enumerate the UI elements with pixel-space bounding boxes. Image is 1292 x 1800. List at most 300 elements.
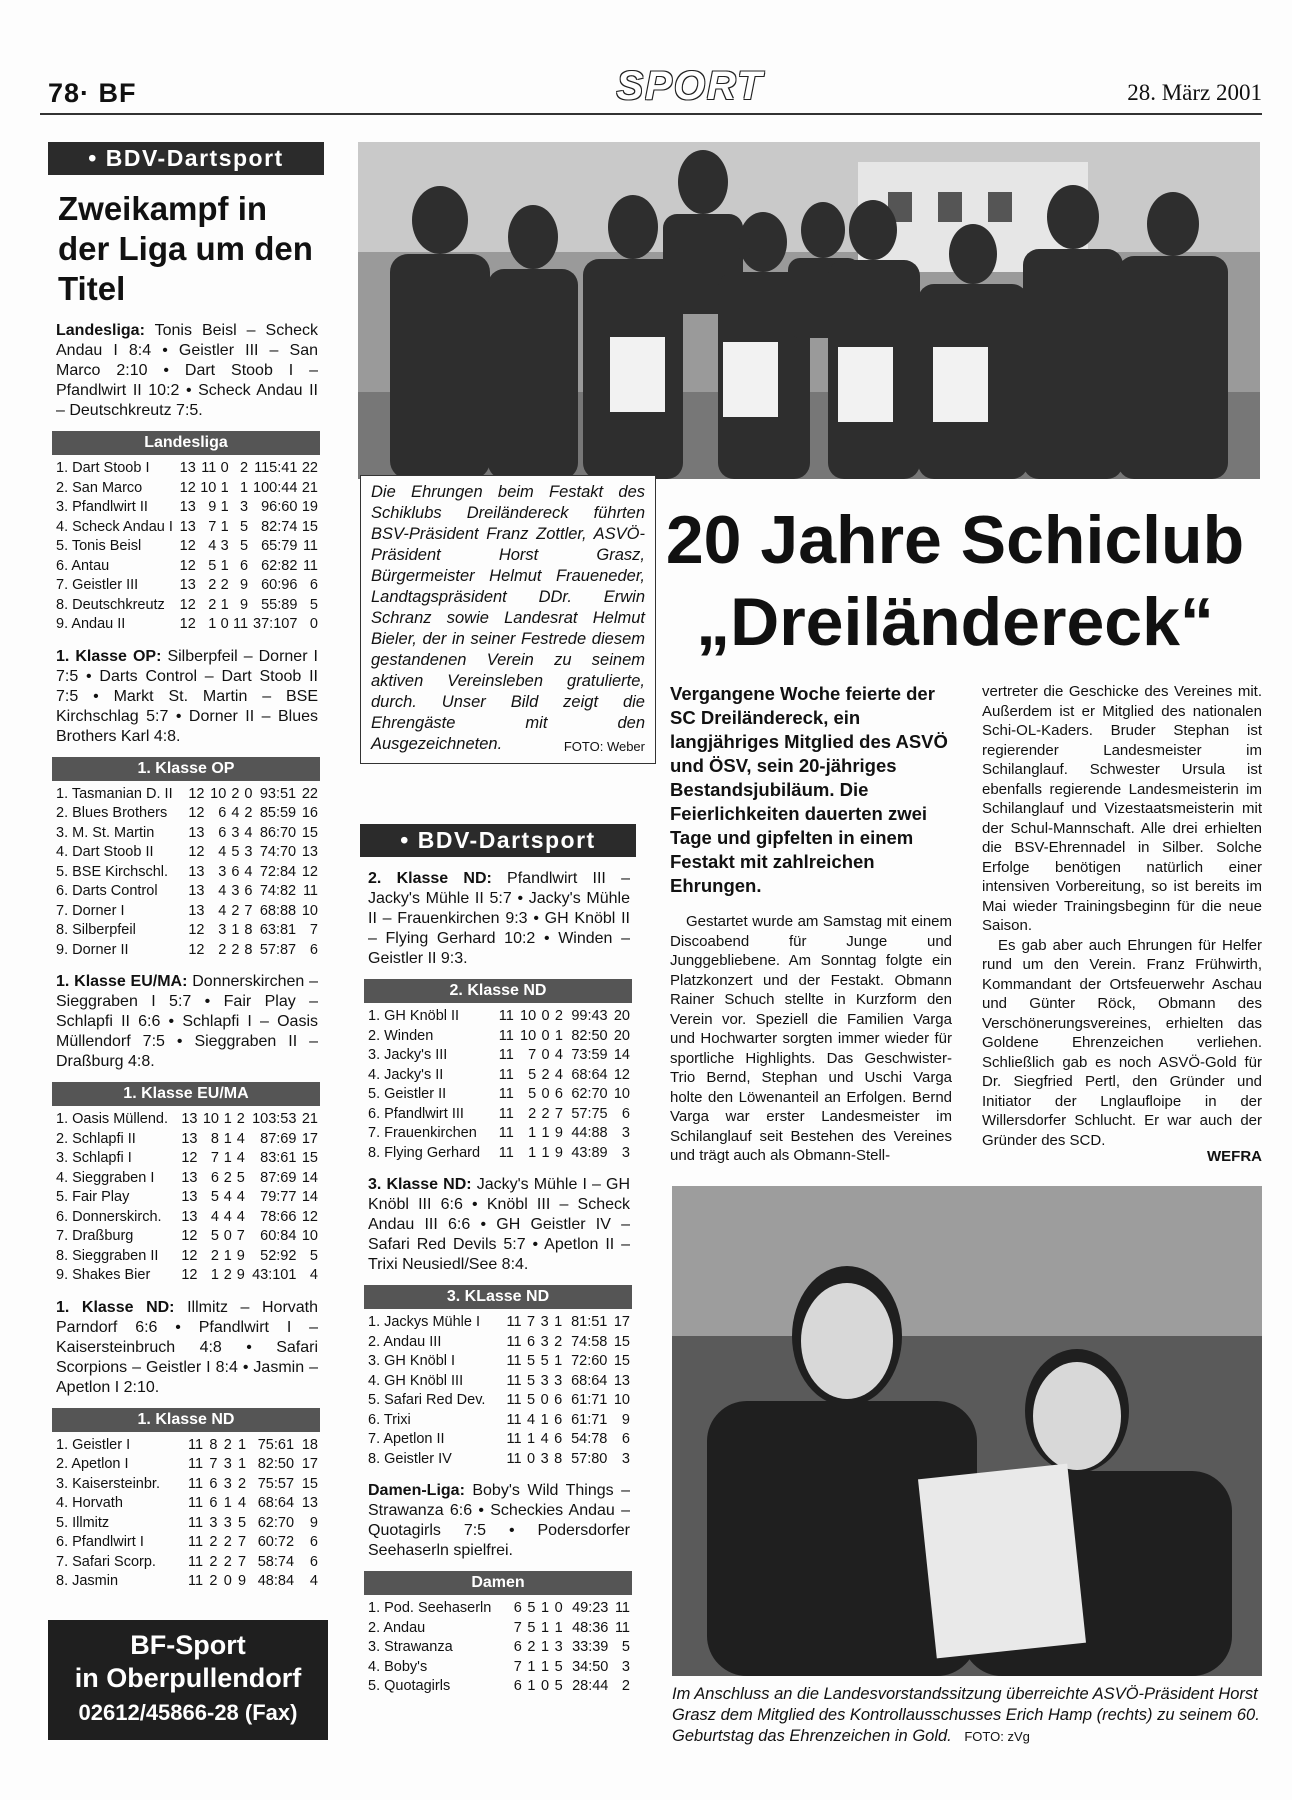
table-row — [366, 1677, 632, 1697]
stat-cell: 6 — [554, 1431, 563, 1447]
stat-cell: 6 — [218, 805, 227, 821]
stat-cell: 12 — [188, 844, 205, 860]
table-row — [366, 1450, 632, 1470]
stat-cell: 83:61 — [260, 1150, 297, 1166]
stat-cell: 2 — [218, 941, 227, 958]
stat-cell: 1 — [208, 616, 217, 632]
article-author: WEFRA — [1207, 1148, 1262, 1165]
stat-cell: 7 — [210, 1150, 219, 1166]
award-caption-credit: FOTO: zVg — [964, 1729, 1030, 1744]
stat-cell: 5 — [527, 1600, 536, 1616]
issue-date: 28. März 2001 — [1127, 80, 1262, 105]
team-name-cell: 7. Dorner I — [56, 902, 125, 919]
stat-cell: 11 — [302, 883, 318, 899]
stat-cell: 100:44 — [253, 479, 298, 496]
stat-cell: 7 — [554, 1105, 563, 1122]
team-name-cell: 2. Andau — [368, 1619, 426, 1636]
stat-cell: 10 — [210, 785, 227, 802]
stat-cell: 2 — [554, 1008, 563, 1024]
stat-cell: 3 — [554, 1639, 563, 1655]
stat-cell: 4 — [540, 1431, 549, 1447]
team-name-cell: 7. Geistler III — [56, 577, 139, 593]
stat-cell: 2 — [223, 1534, 232, 1550]
stat-cell: 8 — [244, 941, 253, 958]
nd3-paragraph: 3. Klasse ND: Jacky's Mühle I – GH Knöbl III 6:6 • Knöbl III – Scheck Andau III 6:6 • GH Geistler IV – Safari Red Devils 5:7 • Apetlon II – Trixi Neusiedl/See 8:4. — [368, 1176, 630, 1273]
stat-cell: 60:84 — [260, 1228, 297, 1244]
team-name-cell: 5. BSE Kirchschl. — [56, 863, 169, 880]
stat-cell: 6 — [309, 941, 318, 958]
stat-cell: 61:71 — [571, 1411, 608, 1428]
team-name-cell: 7. Draßburg — [56, 1228, 134, 1244]
table-row — [54, 1266, 320, 1286]
team-name-cell: 1. Jackys Mühle I — [368, 1314, 481, 1330]
stat-cell: 0 — [223, 1228, 232, 1244]
table-row — [366, 1124, 632, 1144]
stat-cell: 15 — [301, 1150, 318, 1166]
stat-cell: 21 — [301, 479, 318, 496]
stat-cell: 1 — [238, 1436, 247, 1453]
stat-cell: 6 — [554, 1392, 563, 1408]
stat-cell: 17 — [613, 1314, 630, 1330]
team-name-cell: 3. Pfandlwirt II — [56, 499, 148, 515]
stat-cell: 14 — [301, 1189, 318, 1205]
team-name-cell: 9. Andau II — [56, 616, 126, 632]
stat-cell: 7 — [527, 1314, 536, 1330]
stat-cell: 3 — [220, 538, 229, 554]
stat-cell: 9 — [240, 577, 249, 593]
stat-cell: 75:61 — [257, 1436, 295, 1453]
award-photo — [672, 1186, 1262, 1676]
stat-cell: 4 — [218, 883, 227, 899]
table-row — [54, 596, 320, 616]
stat-cell: 3 — [554, 1372, 563, 1389]
stat-cell: 57:80 — [571, 1450, 608, 1467]
stat-cell: 7 — [238, 1534, 247, 1550]
stat-cell: 1 — [527, 1431, 536, 1447]
team-name-cell: 4. Dart Stoob II — [56, 844, 154, 860]
stat-cell: 4 — [223, 1189, 232, 1205]
stat-cell: 17 — [301, 1130, 318, 1147]
stat-cell: 0 — [223, 1573, 232, 1589]
stat-cell: 5 — [210, 1189, 219, 1205]
stat-cell: 10 — [301, 1228, 318, 1244]
stat-cell: 3 — [218, 863, 227, 880]
stat-cell: 43:89 — [571, 1144, 608, 1161]
stat-cell: 6 — [527, 1333, 536, 1350]
team-name-cell: 4. GH Knöbl III — [368, 1372, 464, 1389]
team-name-cell: 5. Safari Red Dev. — [368, 1392, 486, 1408]
stat-cell: 1 — [220, 479, 229, 496]
stat-cell: 11 — [614, 1600, 630, 1616]
stat-cell: 11 — [498, 1086, 514, 1102]
stat-cell: 11 — [201, 460, 217, 476]
table-row — [54, 902, 320, 922]
damen-table — [366, 1599, 632, 1697]
stat-cell: 9 — [554, 1144, 563, 1161]
stat-cell: 12 — [613, 1066, 630, 1083]
stat-cell: 12 — [179, 479, 196, 496]
table-row — [54, 1247, 320, 1267]
table-row — [54, 824, 320, 844]
stat-cell: 4 — [231, 805, 240, 821]
stat-cell: 48:36 — [572, 1619, 609, 1636]
team-name-cell: 4. Jacky's II — [368, 1066, 444, 1083]
stat-cell: 87:69 — [260, 1130, 297, 1147]
stat-cell: 2 — [621, 1678, 630, 1694]
stat-cell: 3 — [540, 1314, 549, 1330]
team-name-cell: 8. Flying Gerhard — [368, 1144, 481, 1161]
stat-cell: 2 — [231, 941, 240, 958]
stat-cell: 6 — [621, 1431, 630, 1447]
stat-cell: 3 — [231, 883, 240, 899]
stat-cell: 6 — [309, 1534, 318, 1550]
stat-cell: 6 — [210, 1169, 219, 1186]
stat-cell: 1 — [554, 1314, 563, 1330]
table-row — [54, 1110, 320, 1130]
stat-cell: 13 — [179, 499, 196, 515]
eu-paragraph: 1. Klasse EU/MA: Donnerskirchen – Sieggraben I 5:7 • Fair Play – Schlapfi II 6:6 • Schlapfi I – Oasis Müllendorf 7:5 • Sieggraben II – Draßburg 4:8. — [56, 973, 318, 1070]
stat-cell: 0 — [541, 1047, 550, 1063]
stat-cell: 4 — [210, 1208, 219, 1225]
team-name-cell: 1. GH Knöbl II — [368, 1008, 460, 1024]
stat-cell: 13 — [188, 824, 205, 841]
table-row — [54, 921, 320, 941]
table-row — [54, 863, 320, 883]
caption-text: Die Ehrungen beim Festakt des Schiklubs Dreiländereck führten BSV-Präsident Franz Zottler, ASVÖ-Präsident Horst Grasz, Bürgermeister Helmut Fraueneder, Landtagspräsident DDr. Erwin Schranz sowie Landesrat Helmut Bieler, der in seiner Festrede diesem gestandenen Verein zu seinem aktiven Vereinsleben gratulierte, durch. Unser Bild zeigt die Ehrengäste mit den Ausgezeichneten. — [371, 483, 645, 753]
stat-cell: 4 — [309, 1267, 318, 1283]
table-row — [54, 843, 320, 863]
team-name-cell: 5. Tonis Beisl — [56, 538, 142, 554]
stat-cell: 13 — [301, 844, 318, 860]
stat-cell: 10 — [613, 1392, 630, 1408]
stat-cell: 68:64 — [571, 1066, 608, 1083]
stat-cell: 11 — [506, 1431, 522, 1447]
stat-cell: 5 — [231, 844, 240, 860]
stat-cell: 8 — [244, 922, 253, 938]
stat-cell: 72:84 — [259, 863, 297, 880]
stat-cell: 49:23 — [572, 1600, 609, 1616]
stat-cell: 37:107 — [253, 616, 298, 632]
stat-cell: 1 — [541, 1658, 550, 1675]
stat-cell: 63:81 — [259, 922, 297, 938]
article-column-b — [982, 682, 1262, 1165]
stat-cell: 7 — [309, 922, 318, 938]
stat-cell: 9 — [309, 1514, 318, 1531]
stat-cell: 7 — [236, 1228, 245, 1244]
ad-line-2: in Oberpullendorf — [74, 1663, 302, 1693]
table-row — [54, 1455, 320, 1475]
section-title: SPORT — [616, 64, 764, 108]
landesliga-title: Landesliga — [52, 431, 320, 455]
table-row — [54, 1227, 320, 1247]
klasse-eu-table — [54, 1110, 320, 1286]
stat-cell: 11 — [187, 1436, 204, 1453]
stat-cell: 44:88 — [571, 1125, 608, 1141]
stat-cell: 6 — [209, 1495, 218, 1511]
stat-cell: 9 — [554, 1125, 563, 1141]
team-name-cell: 3. Jacky's III — [368, 1047, 448, 1063]
stat-cell: 5 — [527, 1353, 536, 1369]
table-row — [54, 1436, 320, 1456]
stat-cell: 2 — [210, 1247, 219, 1264]
stat-cell: 2 — [238, 1475, 247, 1492]
table-row — [54, 479, 320, 499]
stat-cell: 3 — [240, 499, 249, 515]
team-name-cell: 2. San Marco — [56, 479, 143, 496]
stat-cell: 21 — [301, 1111, 318, 1127]
stat-cell: 62:70 — [257, 1514, 295, 1531]
team-name-cell: 3. M. St. Martin — [56, 824, 155, 841]
stat-cell: 93:51 — [259, 785, 297, 802]
stat-cell: 2 — [209, 1573, 218, 1589]
article-column-a — [670, 682, 952, 1166]
stat-cell: 0 — [541, 1678, 550, 1694]
left-headline: Zweikampf in der Liga um den Titel — [58, 190, 313, 307]
stat-cell: 4 — [236, 1208, 245, 1225]
stat-cell: 4 — [208, 538, 217, 554]
stat-cell: 12 — [188, 922, 205, 938]
middle-section-bar: • BDV-Dartsport — [360, 824, 636, 857]
stat-cell: 6 — [244, 883, 253, 899]
stat-cell: 13 — [179, 577, 196, 593]
stat-cell: 2 — [240, 460, 249, 476]
stat-cell: 13 — [181, 1208, 198, 1225]
table-row — [54, 498, 320, 518]
table-row — [54, 1130, 320, 1150]
team-name-cell: 2. Apetlon I — [56, 1456, 129, 1472]
stat-cell: 5 — [554, 1678, 563, 1694]
stat-cell: 6 — [513, 1678, 522, 1694]
team-name-cell: 1. Tasmanian D. II — [56, 785, 173, 802]
op-paragraph: 1. Klasse OP: Silberpfeil – Dorner I 7:5 • Darts Control – Dart Stoob II 7:5 • Markt St. Martin – BSE Kirchschlag 5:7 • Dorner II – Blues Brothers Karl 4:8. — [56, 647, 318, 745]
stat-cell: 2 — [541, 1105, 550, 1122]
stat-cell: 5 — [309, 1247, 318, 1264]
stat-cell: 5 — [240, 538, 249, 554]
stat-cell: 72:60 — [571, 1353, 608, 1369]
stat-cell: 1 — [220, 557, 229, 574]
stat-cell: 9 — [238, 1573, 247, 1589]
stat-cell: 1 — [223, 1150, 232, 1166]
stat-cell: 86:70 — [259, 824, 297, 841]
stat-cell: 4 — [236, 1189, 245, 1205]
stat-cell: 0 — [554, 1600, 563, 1616]
team-name-cell: 6. Darts Control — [56, 883, 158, 899]
stat-cell: 13 — [301, 1495, 318, 1511]
award-photo-caption — [672, 1684, 1262, 1747]
stat-cell: 12 — [188, 785, 205, 802]
stat-cell: 11 — [187, 1534, 204, 1550]
stat-cell: 0 — [220, 616, 229, 632]
stat-cell: 4 — [244, 863, 253, 880]
stat-cell: 2 — [554, 1333, 563, 1350]
stat-cell: 11 — [187, 1475, 204, 1492]
stat-cell: 9 — [240, 596, 249, 613]
stat-cell: 2 — [209, 1534, 218, 1550]
damen-title: Damen — [364, 1571, 632, 1595]
stat-cell: 11 — [506, 1392, 522, 1408]
stat-cell: 20 — [613, 1008, 630, 1024]
main-headline-line-1: 20 Jahre Schiclub — [665, 502, 1245, 578]
nd2-paragraph: 2. Klasse ND: Pfandlwirt III – Jacky's Mühle II 5:7 • Jacky's Mühle II – Frauenkirchen 9:3 • GH Knöbl II – Flying Gerhard 10:2 • Winden – Geistler II 9:3. — [368, 870, 630, 967]
table-row — [54, 518, 320, 538]
stat-cell: 12 — [179, 616, 196, 632]
stat-cell: 19 — [301, 499, 318, 515]
stat-cell: 28:44 — [572, 1678, 609, 1694]
team-name-cell: 8. Silberpfeil — [56, 922, 136, 938]
stat-cell: 13 — [181, 1169, 198, 1186]
stat-cell: 6 — [209, 1475, 218, 1492]
stat-cell: 11 — [614, 1619, 630, 1636]
table-row — [366, 1313, 632, 1333]
stat-cell: 11 — [498, 1027, 514, 1044]
team-name-cell: 3. Strawanza — [368, 1639, 453, 1655]
stat-cell: 20 — [613, 1027, 630, 1044]
contact-ad-box — [48, 1620, 328, 1740]
stat-cell: 5 — [527, 1372, 536, 1389]
stat-cell: 16 — [301, 805, 318, 821]
stat-cell: 12 — [181, 1247, 198, 1264]
stat-cell: 0 — [527, 1450, 536, 1467]
stat-cell: 4 — [309, 1573, 318, 1589]
stat-cell: 4 — [527, 1411, 536, 1428]
stat-cell: 9 — [236, 1247, 245, 1264]
stat-cell: 8 — [210, 1130, 219, 1147]
stat-cell: 15 — [301, 824, 318, 841]
team-name-cell: 6. Pfandlwirt III — [368, 1105, 464, 1122]
stat-cell: 87:69 — [260, 1169, 297, 1186]
stat-cell: 7 — [238, 1553, 247, 1570]
stat-cell: 1 — [220, 499, 229, 515]
stat-cell: 0 — [541, 1027, 550, 1044]
table-row — [366, 1430, 632, 1450]
stat-cell: 0 — [220, 460, 229, 476]
stat-cell: 7 — [513, 1619, 522, 1636]
team-name-cell: 7. Safari Scorp. — [56, 1553, 156, 1570]
table-row — [54, 1553, 320, 1573]
group-photo-image — [358, 142, 1260, 479]
team-name-cell: 5. Illmitz — [56, 1514, 110, 1531]
stat-cell: 4 — [218, 902, 227, 919]
table-row — [54, 1572, 320, 1592]
stat-cell: 11 — [506, 1411, 522, 1428]
klasse-nd2-title: 2. Klasse ND — [364, 979, 632, 1003]
stat-cell: 1 — [541, 1125, 550, 1141]
stat-cell: 1 — [527, 1678, 536, 1694]
stat-cell: 1 — [540, 1411, 549, 1428]
stat-cell: 68:64 — [257, 1495, 295, 1511]
stat-cell: 3 — [244, 844, 253, 860]
stat-cell: 11 — [498, 1105, 514, 1122]
stat-cell: 6 — [309, 577, 318, 593]
stat-cell: 48:84 — [257, 1573, 295, 1589]
table-row — [366, 1391, 632, 1411]
ad-line-3: 02612/45866-28 (Fax) — [78, 1700, 298, 1725]
stat-cell: 2 — [223, 1436, 232, 1453]
table-row — [54, 1188, 320, 1208]
team-name-cell: 1. Pod. Seehaserln — [368, 1600, 492, 1616]
award-caption-text: Im Anschluss an die Landesvorstandssitzung überreichte ASVÖ-Präsident Horst Grasz dem Mitglied des Kontrollausschusses Erich Hamp (rechts) zu seinem 60. Geburtstag das Ehrenzeichen in Gold. — [672, 1685, 1260, 1745]
stat-cell: 11 — [498, 1066, 514, 1083]
stat-cell: 2 — [527, 1639, 536, 1655]
stat-cell: 2 — [223, 1553, 232, 1570]
team-name-cell: 9. Dorner II — [56, 941, 129, 958]
stat-cell: 11 — [187, 1495, 204, 1511]
stat-cell: 2 — [236, 1111, 245, 1127]
stat-cell: 12 — [179, 538, 196, 554]
team-name-cell: 3. Kaisersteinbr. — [56, 1475, 160, 1492]
stat-cell: 74:58 — [571, 1333, 608, 1350]
team-name-cell: 1. Oasis Müllend. — [56, 1111, 169, 1127]
stat-cell: 1 — [528, 1144, 537, 1161]
stat-cell: 6 — [554, 1411, 563, 1428]
team-name-cell: 5. Quotagirls — [368, 1678, 451, 1694]
stat-cell: 1 — [541, 1600, 550, 1616]
team-name-cell: 4. Boby's — [368, 1658, 428, 1675]
ad-line-1: BF-Sport — [130, 1630, 246, 1660]
stat-cell: 13 — [188, 883, 205, 899]
team-name-cell: 8. Deutschkreutz — [56, 596, 165, 613]
stat-cell: 5 — [208, 557, 217, 574]
stat-cell: 3 — [218, 922, 227, 938]
article-body-2: vertreter die Geschicke des Vereines mit. Außerdem ist er Mitglied des nationalen Schi-OL-Kaders. Bruder Stephan ist regierender Landesmeister im Schilanglauf. Schwester Ursula ist ebenfalls regierende Landesmeisterin im Schilanglauf und Vizestaatsmeisterin mit der Schul-Mannschaft. Alle drei erhielten die BSV-Ehrennadel in Silber. Solche Erfolge benötigen natürlich einer intensiven Vorbereitung, so ist bereits im Mai wieder Trainingsbeginn für die neue Saison. — [982, 683, 1262, 934]
stat-cell: 5 — [236, 1169, 245, 1186]
stat-cell: 1 — [223, 1130, 232, 1147]
team-name-cell: 3. Schlapfi I — [56, 1150, 132, 1166]
stat-cell: 11 — [506, 1372, 522, 1389]
stat-cell: 10 — [202, 1111, 219, 1127]
stat-cell: 1 — [220, 596, 229, 613]
stat-cell: 2 — [208, 577, 217, 593]
klasse-eu-title: 1. Klasse EU/MA — [52, 1082, 320, 1106]
main-headline-line-2: „Dreiländereck“ — [696, 584, 1214, 660]
stat-cell: 11 — [187, 1514, 204, 1531]
stat-cell: 96:60 — [261, 499, 298, 515]
stat-cell: 18 — [301, 1436, 318, 1453]
table-row — [54, 537, 320, 557]
klasse-op-title: 1. Klasse OP — [52, 757, 320, 781]
stat-cell: 4 — [223, 1208, 232, 1225]
team-name-cell: 7. Apetlon II — [368, 1431, 445, 1447]
stat-cell: 43:101 — [252, 1267, 297, 1283]
team-name-cell: 4. Sieggraben I — [56, 1169, 155, 1186]
stat-cell: 12 — [181, 1267, 198, 1283]
table-row — [54, 1533, 320, 1553]
stat-cell: 11 — [187, 1573, 204, 1589]
stat-cell: 0 — [541, 1008, 550, 1024]
stat-cell: 12 — [301, 1208, 318, 1225]
klasse-nd3-title: 3. KLasse ND — [364, 1285, 632, 1309]
team-name-cell: 6. Antau — [56, 557, 110, 574]
stat-cell: 11 — [302, 538, 318, 554]
table-row — [54, 557, 320, 577]
klasse-nd2-table — [366, 1007, 632, 1163]
klasse-nd-table — [54, 1436, 320, 1592]
article-body-3: Es gab aber auch Ehrungen für Helfer rund um den Verein. Franz Frühwirth, Kommandant der Ortsfeuerwehr Aschau und Günter Röck, Obmann des Verschönerungsvereines, erhielten das Goldene Ehrenzeichen verliehen. Schließlich gab es noch ASVÖ-Gold für Dr. Siegfried Pertl, den Gründer und Initiator der Lnglaufloipe in der Willersdorfer Schlucht. Er war auch der Gründer des SCD. — [982, 936, 1262, 1149]
page-number: 78· BF — [48, 78, 137, 108]
stat-cell: 5 — [527, 1619, 536, 1636]
stat-cell: 4 — [244, 824, 253, 841]
stat-cell: 1 — [554, 1619, 563, 1636]
stat-cell: 3 — [621, 1450, 630, 1467]
table-row — [366, 1105, 632, 1125]
table-row — [366, 1658, 632, 1678]
klasse-op-table — [54, 785, 320, 961]
stat-cell: 7 — [209, 1456, 218, 1472]
stat-cell: 6 — [513, 1639, 522, 1655]
stat-cell: 3 — [223, 1475, 232, 1492]
table-row — [54, 615, 320, 635]
stat-cell: 115:41 — [254, 460, 298, 476]
